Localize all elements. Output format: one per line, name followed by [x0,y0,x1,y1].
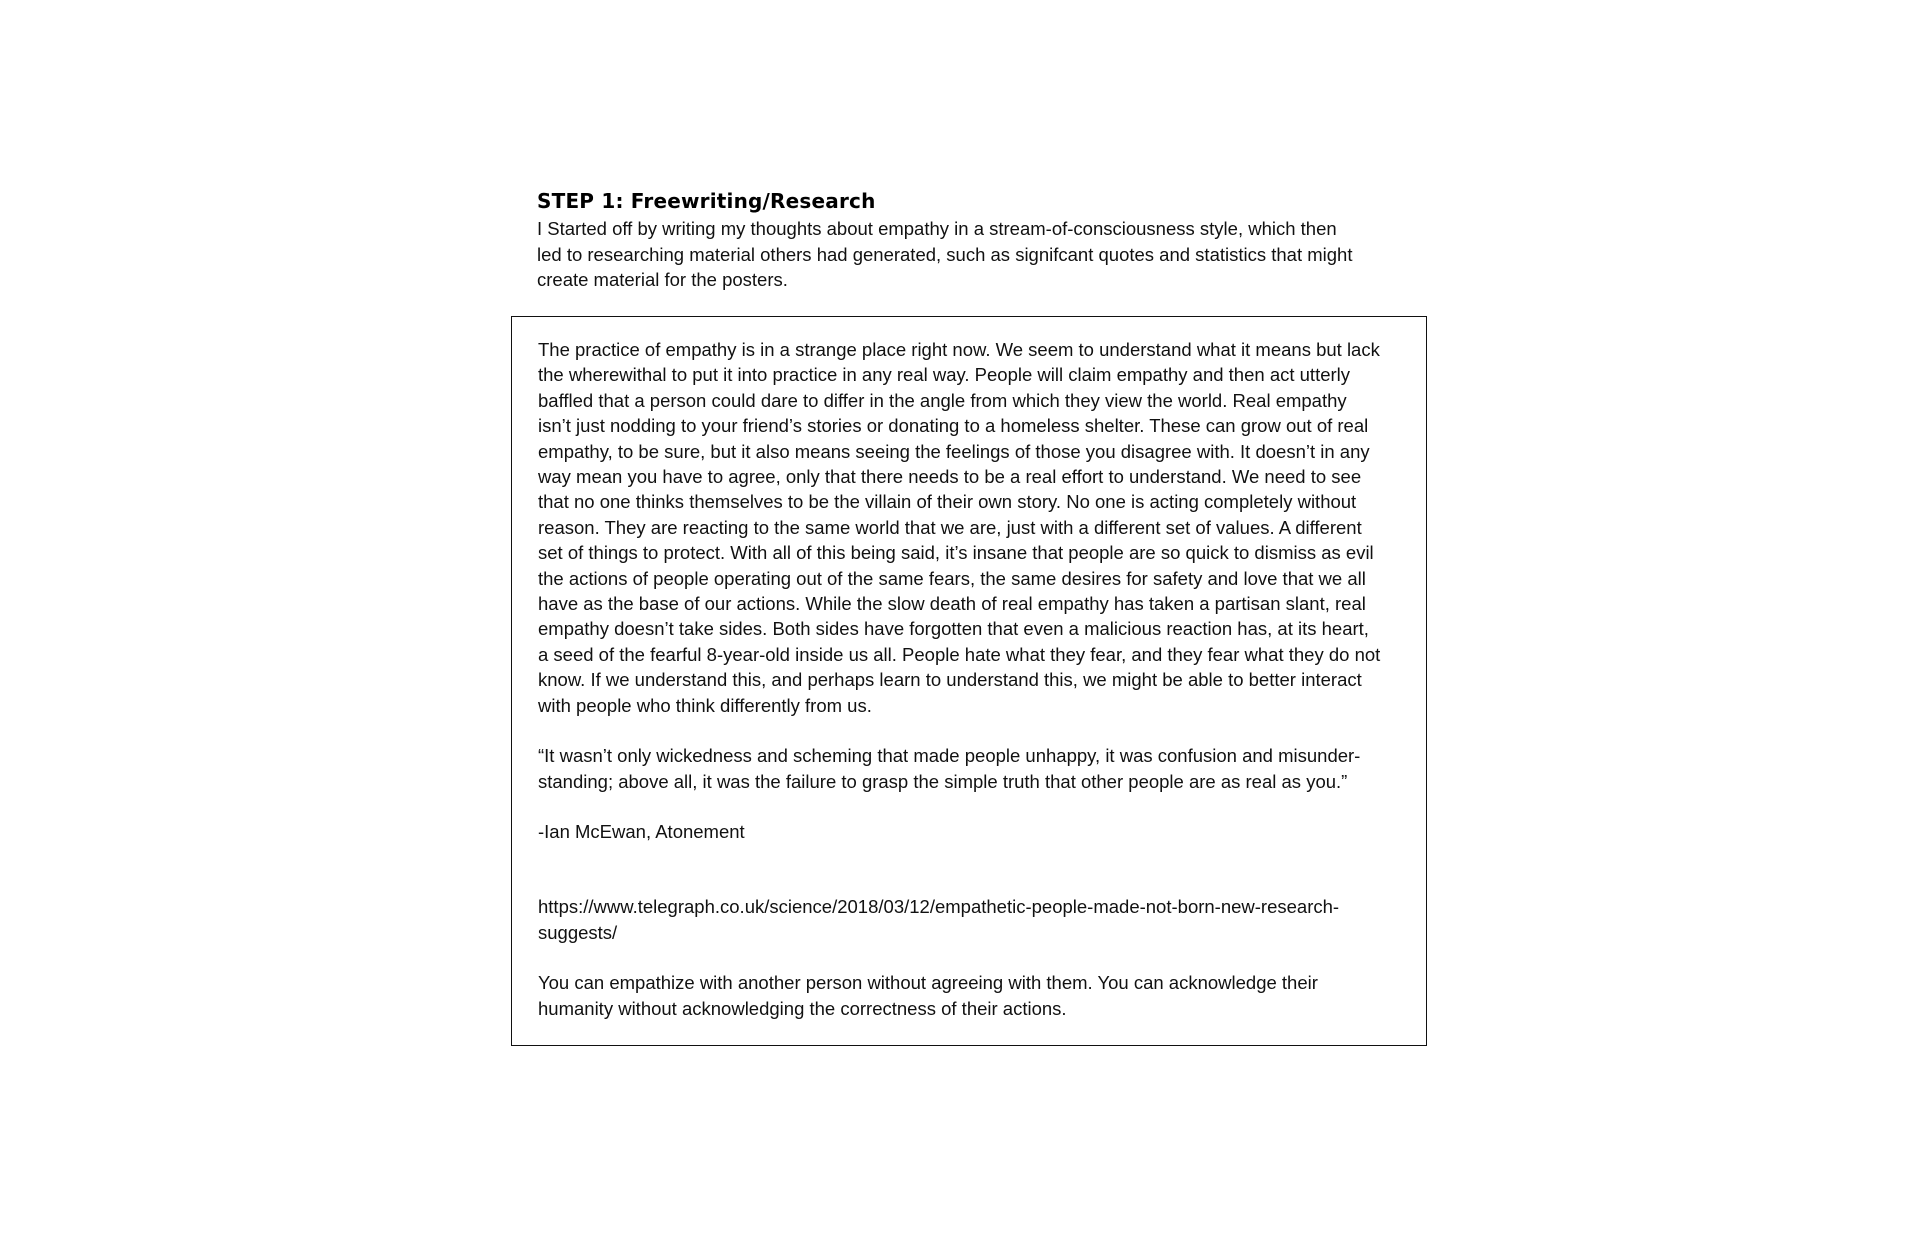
essay-paragraph: The practice of empathy is in a strange place right now. We seem to understand what it means but lack the wherewithal to put it into practice in any real way. People will claim empathy and then act utterly baffled that a person could dare to differ in the angle from which they view the world. Real empathy isn’t just nodding to your friend’s stories or donating to a homeless shelter. These can grow out of real empathy, to be sure, but it also means seeing the feelings of those you disagree with. It doesn’t in any way mean you have to agree, only that there needs to be a real effort to understand. We need to see that no one thinks themselves to be the villain of their own story. No one is acting completely without reason. They are reacting to the same world that we are, just with a different set of values. A different set of things to protect. With all of this being said, it’s insane that people are so quick to dismiss as evil the actions of people operating out of the same fears, the same desires for safety and love that we all have as the base of our actions. While the slow death of real empathy has taken a partisan slant, real empathy doesn’t take sides. Both sides have forgotten that even a malicious reaction has, at its heart, a seed of the fearful 8-year-old inside us all. People hate what they fear, and they fear what they do not know. If we understand this, and perhaps learn to understand this, we might be able to better interact with people who think differently from us. [538,339,1381,716]
spacer [538,844,1408,894]
step-description: I Started off by writing my thoughts about empathy in a stream-of-consciousness style, which then led to researching material others had generated, such as signifcant quotes and statistics that might create material for the posters. [537,218,1353,290]
step-intro [537,188,1367,293]
closing-note: You can empathize with another person without agreeing with them. You can acknowledge their humanity without acknowledging the correctness of their actions. [538,972,1318,1019]
quote-text: “It wasn’t only wickedness and scheming that made people unhappy, it was confusion and misunder- standing; above all, it was the failure to grasp the simple truth that other people are as real as you.” [538,745,1361,792]
quote-attribution: -Ian McEwan, Atonement [538,820,745,842]
research-link: https://www.telegraph.co.uk/science/2018/03/12/empathetic-people-made-not-born-new-research- suggests/ [538,896,1340,943]
step-title: STEP 1: Freewriting/Research [537,189,876,213]
spacer [538,945,1408,970]
freewriting-content [538,337,1408,1021]
spacer [538,718,1408,743]
spacer [538,794,1408,819]
freewriting-box [511,316,1427,1046]
